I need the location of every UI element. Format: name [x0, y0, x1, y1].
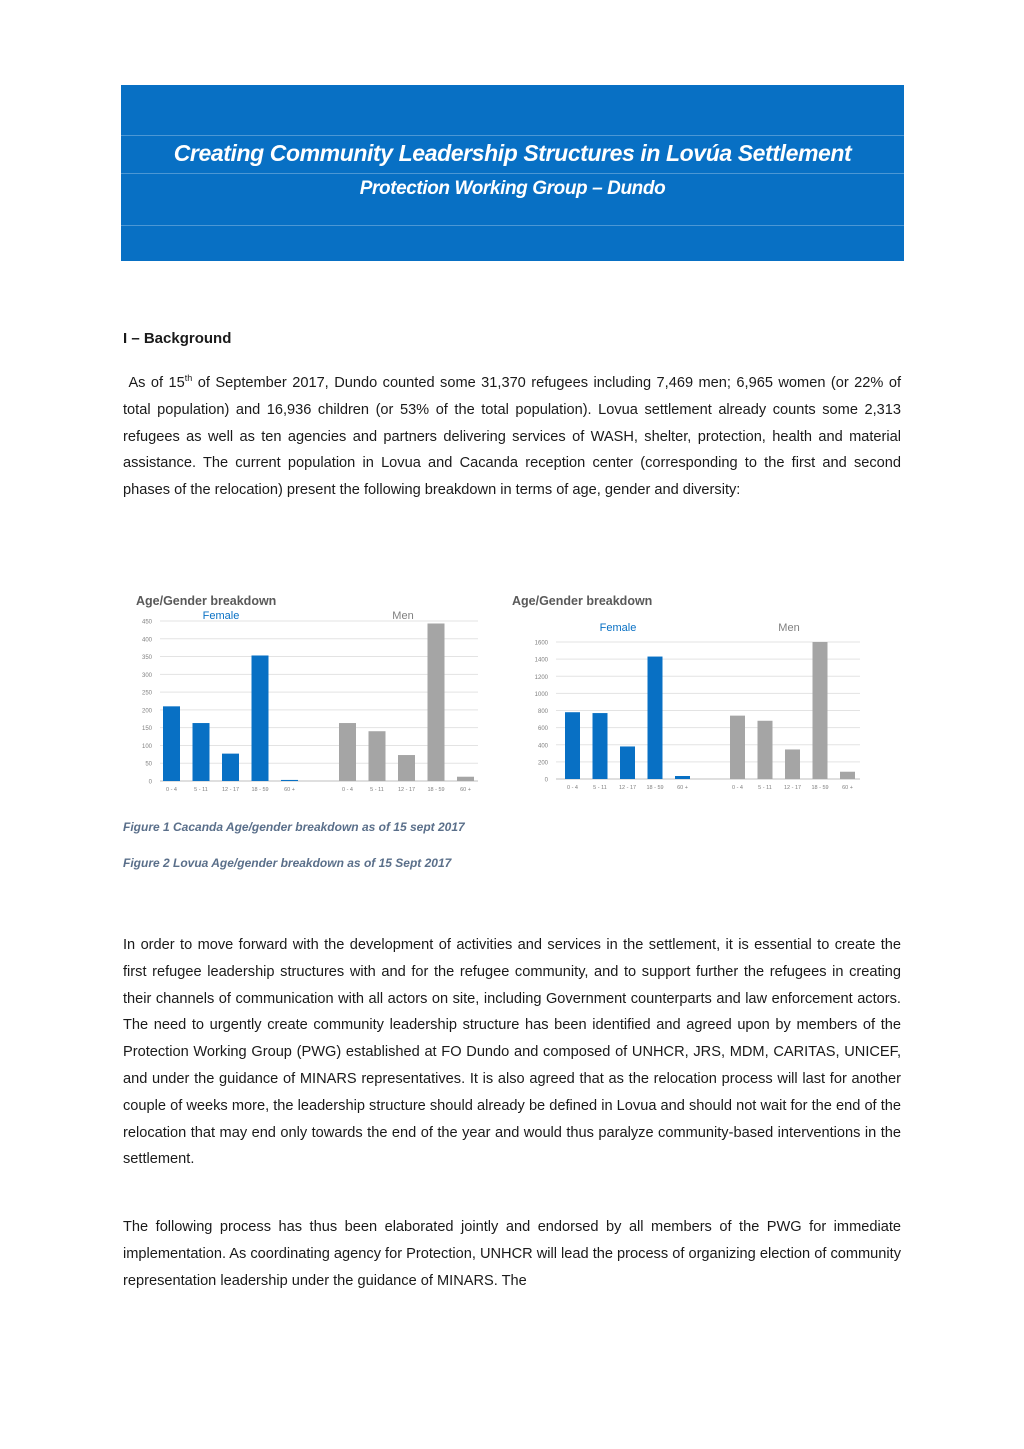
document-title: Creating Community Leadership Structures in Lovúa Settlement — [173, 140, 852, 166]
bar — [813, 642, 828, 779]
x-tick-label: 60 + — [284, 787, 295, 793]
bar — [457, 777, 474, 781]
y-tick-label: 50 — [145, 761, 152, 768]
x-tick-label: 5 - 11 — [758, 785, 772, 791]
y-tick-label: 0 — [544, 777, 548, 784]
figure-caption-2: Figure 2 Lovua Age/gender breakdown as of 15 Sept 2017 — [123, 856, 452, 870]
bar — [730, 716, 745, 779]
document-subtitle: Protection Working Group – Dundo — [359, 178, 666, 199]
lovua-age-gender-chart — [504, 588, 872, 800]
y-tick-label: 800 — [537, 709, 548, 715]
x-tick-label: 5 - 11 — [370, 787, 384, 793]
y-tick-label: 200 — [141, 708, 152, 715]
background-paragraph — [123, 370, 901, 504]
x-tick-label: 0 - 4 — [341, 787, 354, 793]
bar — [281, 780, 298, 781]
body-paragraph: In order to move forward with the development of activities and services in the settlement, it is essential to create the first refugee leadership structures with and for the refugee community, and to support further the refugees in creating their channels of communication with all actors on site, including Government counterparts and law enforcement actors. The need to urgently create community leadership structure has been identified and agreed upon by members of the Protection Working Group (PWG) established at FO Dundo and composed of UNHCR, JRS, MDM, CARITAS, UNICEF, and under the guidance of MINARS representatives. It is also agreed that as the relocation process will last for another couple of weeks more, the leadership structure should already be defined in Lovua and should not wait for the end of the relocation that may end only towards the end of the year and would thus paralyze community-based interventions in the settlement. — [123, 937, 901, 1168]
para-text: As of 15 — [128, 375, 185, 391]
bar — [675, 776, 690, 779]
bar — [428, 623, 445, 781]
group-label: Men — [392, 610, 414, 622]
x-tick-label: 5 - 11 — [593, 785, 607, 791]
y-tick-label: 0 — [148, 779, 152, 786]
y-tick-label: 300 — [141, 672, 152, 679]
group-label: Female — [599, 622, 637, 634]
x-tick-label: 60 + — [842, 785, 853, 791]
figure-caption-1: Figure 1 Cacanda Age/gender breakdown as of 15 sept 2017 — [123, 820, 465, 834]
title-banner — [121, 85, 904, 261]
bar — [398, 755, 415, 781]
banner-rule — [121, 135, 904, 136]
chart-title: Age/Gender breakdown — [136, 594, 277, 608]
x-tick-label: 12 - 17 — [783, 785, 802, 791]
section-heading: I – Background — [123, 330, 232, 347]
bar — [222, 754, 239, 781]
y-tick-label: 150 — [141, 726, 152, 733]
x-tick-label: 12 - 17 — [618, 785, 637, 791]
y-tick-label: 600 — [537, 726, 548, 733]
x-tick-label: 18 - 59 — [251, 787, 269, 793]
bar — [648, 657, 663, 779]
x-tick-label: 5 - 11 — [194, 787, 208, 793]
y-tick-label: 1600 — [534, 640, 548, 647]
superscript: th — [184, 373, 193, 384]
y-tick-label: 1400 — [534, 657, 548, 664]
banner-rule — [121, 225, 904, 226]
y-tick-label: 450 — [141, 619, 152, 626]
bar — [339, 723, 356, 781]
x-tick-label: 60 + — [677, 785, 688, 791]
y-tick-label: 1200 — [534, 674, 548, 681]
bar — [758, 721, 773, 779]
x-tick-label: 12 - 17 — [397, 787, 416, 793]
bar — [620, 746, 635, 779]
bar — [785, 749, 800, 779]
banner-rule — [121, 173, 904, 174]
y-tick-label: 250 — [141, 690, 152, 697]
bar — [252, 655, 269, 781]
y-tick-label: 100 — [141, 743, 152, 750]
bar — [840, 772, 855, 779]
y-tick-label: 400 — [141, 637, 152, 644]
x-tick-label: 0 - 4 — [165, 787, 178, 793]
bar — [565, 712, 580, 779]
para-text: of September 2017, Dundo counted some 31,370 refugees including 7,469 men; 6,965 women (or 22% of total population) and 16,936 children (or 53% of the total population). Lovua settlement already counts some 2,313 refugees as well as ten agencies and partners delivering services of WASH, shelter, protection, health and material assistance. The current population in Lovua and Cacanda reception center (corresponding to the first and second phases of the relocation) present the following breakdown in terms of age, gender and diversity: — [123, 375, 901, 499]
bar — [193, 723, 210, 781]
y-tick-label: 200 — [537, 760, 548, 767]
y-tick-label: 1000 — [534, 691, 548, 698]
x-tick-label: 60 + — [460, 787, 471, 793]
chart-title: Age/Gender breakdown — [512, 594, 653, 608]
x-tick-label: 18 - 59 — [646, 785, 664, 791]
y-tick-label: 350 — [141, 655, 152, 662]
x-tick-label: 18 - 59 — [811, 785, 829, 791]
y-tick-label: 400 — [537, 743, 548, 750]
x-tick-label: 18 - 59 — [427, 787, 445, 793]
x-tick-label: 12 - 17 — [221, 787, 240, 793]
bar — [593, 713, 608, 779]
group-label: Men — [778, 622, 800, 634]
group-label: Female — [202, 610, 240, 622]
bar — [163, 706, 180, 781]
bar — [369, 731, 386, 781]
x-tick-label: 0 - 4 — [566, 785, 579, 791]
cacanda-age-gender-chart — [128, 588, 484, 800]
x-tick-label: 0 - 4 — [731, 785, 744, 791]
body-paragraph: The following process has thus been elaborated jointly and endorsed by all members of the PWG for immediate implementation. As coordinating agency for Protection, UNHCR will lead the process of organizing election of community representation leadership under the guidance of MINARS. The — [123, 1219, 901, 1289]
